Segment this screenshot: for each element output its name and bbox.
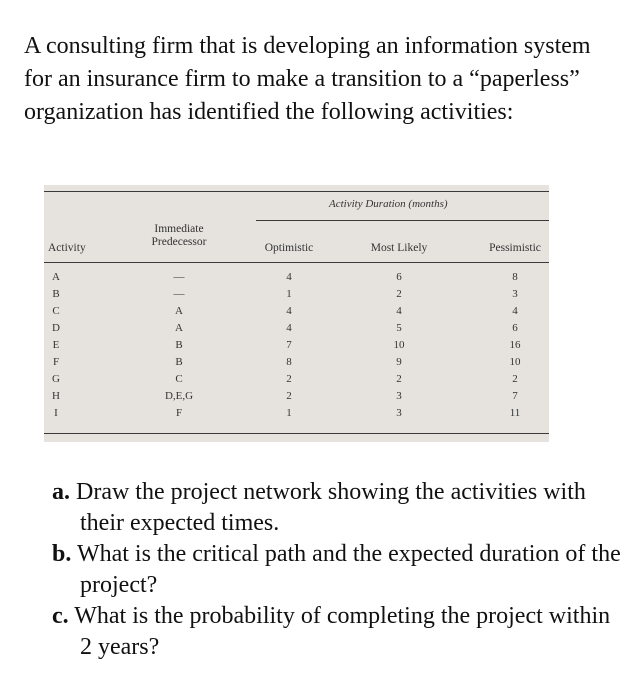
activity-table [44,185,549,442]
cell-activity: H [52,390,60,402]
cell-predecessor: F [175,407,183,419]
question-b [52,539,622,601]
cell-predecessor: A [175,322,183,334]
table-row [44,305,549,322]
question-letter: a. [52,479,70,505]
question-text: What is the probability of completing the project within 2 years? [74,603,611,660]
group-header: Activity Duration (months) [329,198,448,210]
cell-pessimistic: 7 [512,390,518,402]
cell-activity: G [52,373,60,385]
header-optimistic: Optimistic [264,242,314,254]
table-row [44,356,549,373]
cell-pessimistic: 4 [512,305,518,317]
cell-most-likely: 2 [396,288,402,300]
header-most-likely: Most Likely [370,242,428,254]
cell-pessimistic: 6 [512,322,518,334]
table-row [44,271,549,288]
header-predecessor: Immediate Predecessor [151,223,207,248]
cell-predecessor: — [173,288,185,300]
cell-pessimistic: 2 [512,373,518,385]
problem-intro: A consulting firm that is developing an information system for an insurance firm to make a transition to a “paperless” organization has identified the following activities: [24,33,591,125]
cell-pessimistic: 16 [509,339,521,351]
table-top-rule [44,191,549,192]
cell-optimistic: 1 [286,288,292,300]
table-row [44,390,549,407]
table-row [44,373,549,390]
cell-most-likely: 3 [396,407,402,419]
cell-predecessor: — [173,271,185,283]
cell-optimistic: 7 [286,339,292,351]
header-activity: Activity [48,242,86,254]
cell-activity: B [52,288,60,300]
cell-most-likely: 10 [393,339,405,351]
table-bottom-rule [44,433,549,434]
cell-most-likely: 6 [396,271,402,283]
group-header-rule [256,220,549,221]
cell-optimistic: 2 [286,373,292,385]
question-a [52,477,622,539]
cell-pessimistic: 10 [509,356,521,368]
table-body [44,271,549,424]
cell-most-likely: 2 [396,373,402,385]
cell-most-likely: 3 [396,390,402,402]
cell-pessimistic: 3 [512,288,518,300]
table-row [44,322,549,339]
cell-pessimistic: 8 [512,271,518,283]
question-letter: b. [52,541,72,567]
cell-optimistic: 4 [286,305,292,317]
cell-activity: A [52,271,60,283]
header-rule [44,262,549,263]
cell-predecessor: D,E,G [164,390,194,402]
table-row [44,407,549,424]
table-row [44,339,549,356]
cell-predecessor: A [175,305,183,317]
cell-most-likely: 4 [396,305,402,317]
question-text: Draw the project network showing the activities with their expected times. [76,479,586,536]
cell-optimistic: 1 [286,407,292,419]
cell-activity: D [52,322,60,334]
cell-activity: F [52,356,60,368]
cell-predecessor: C [175,373,183,385]
cell-activity: C [52,305,60,317]
question-text: What is the critical path and the expected duration of the project? [76,541,621,598]
cell-most-likely: 5 [396,322,402,334]
cell-optimistic: 2 [286,390,292,402]
question-letter: c. [52,603,69,629]
cell-optimistic: 4 [286,271,292,283]
question-c [52,601,622,663]
cell-activity: E [52,339,60,351]
table-row [44,288,549,305]
cell-pessimistic: 11 [509,407,521,419]
cell-optimistic: 4 [286,322,292,334]
question-list [52,477,622,663]
header-pessimistic: Pessimistic [489,242,541,254]
cell-predecessor: B [175,339,183,351]
cell-predecessor: B [175,356,183,368]
cell-most-likely: 9 [396,356,402,368]
cell-optimistic: 8 [286,356,292,368]
cell-activity: I [54,407,58,419]
